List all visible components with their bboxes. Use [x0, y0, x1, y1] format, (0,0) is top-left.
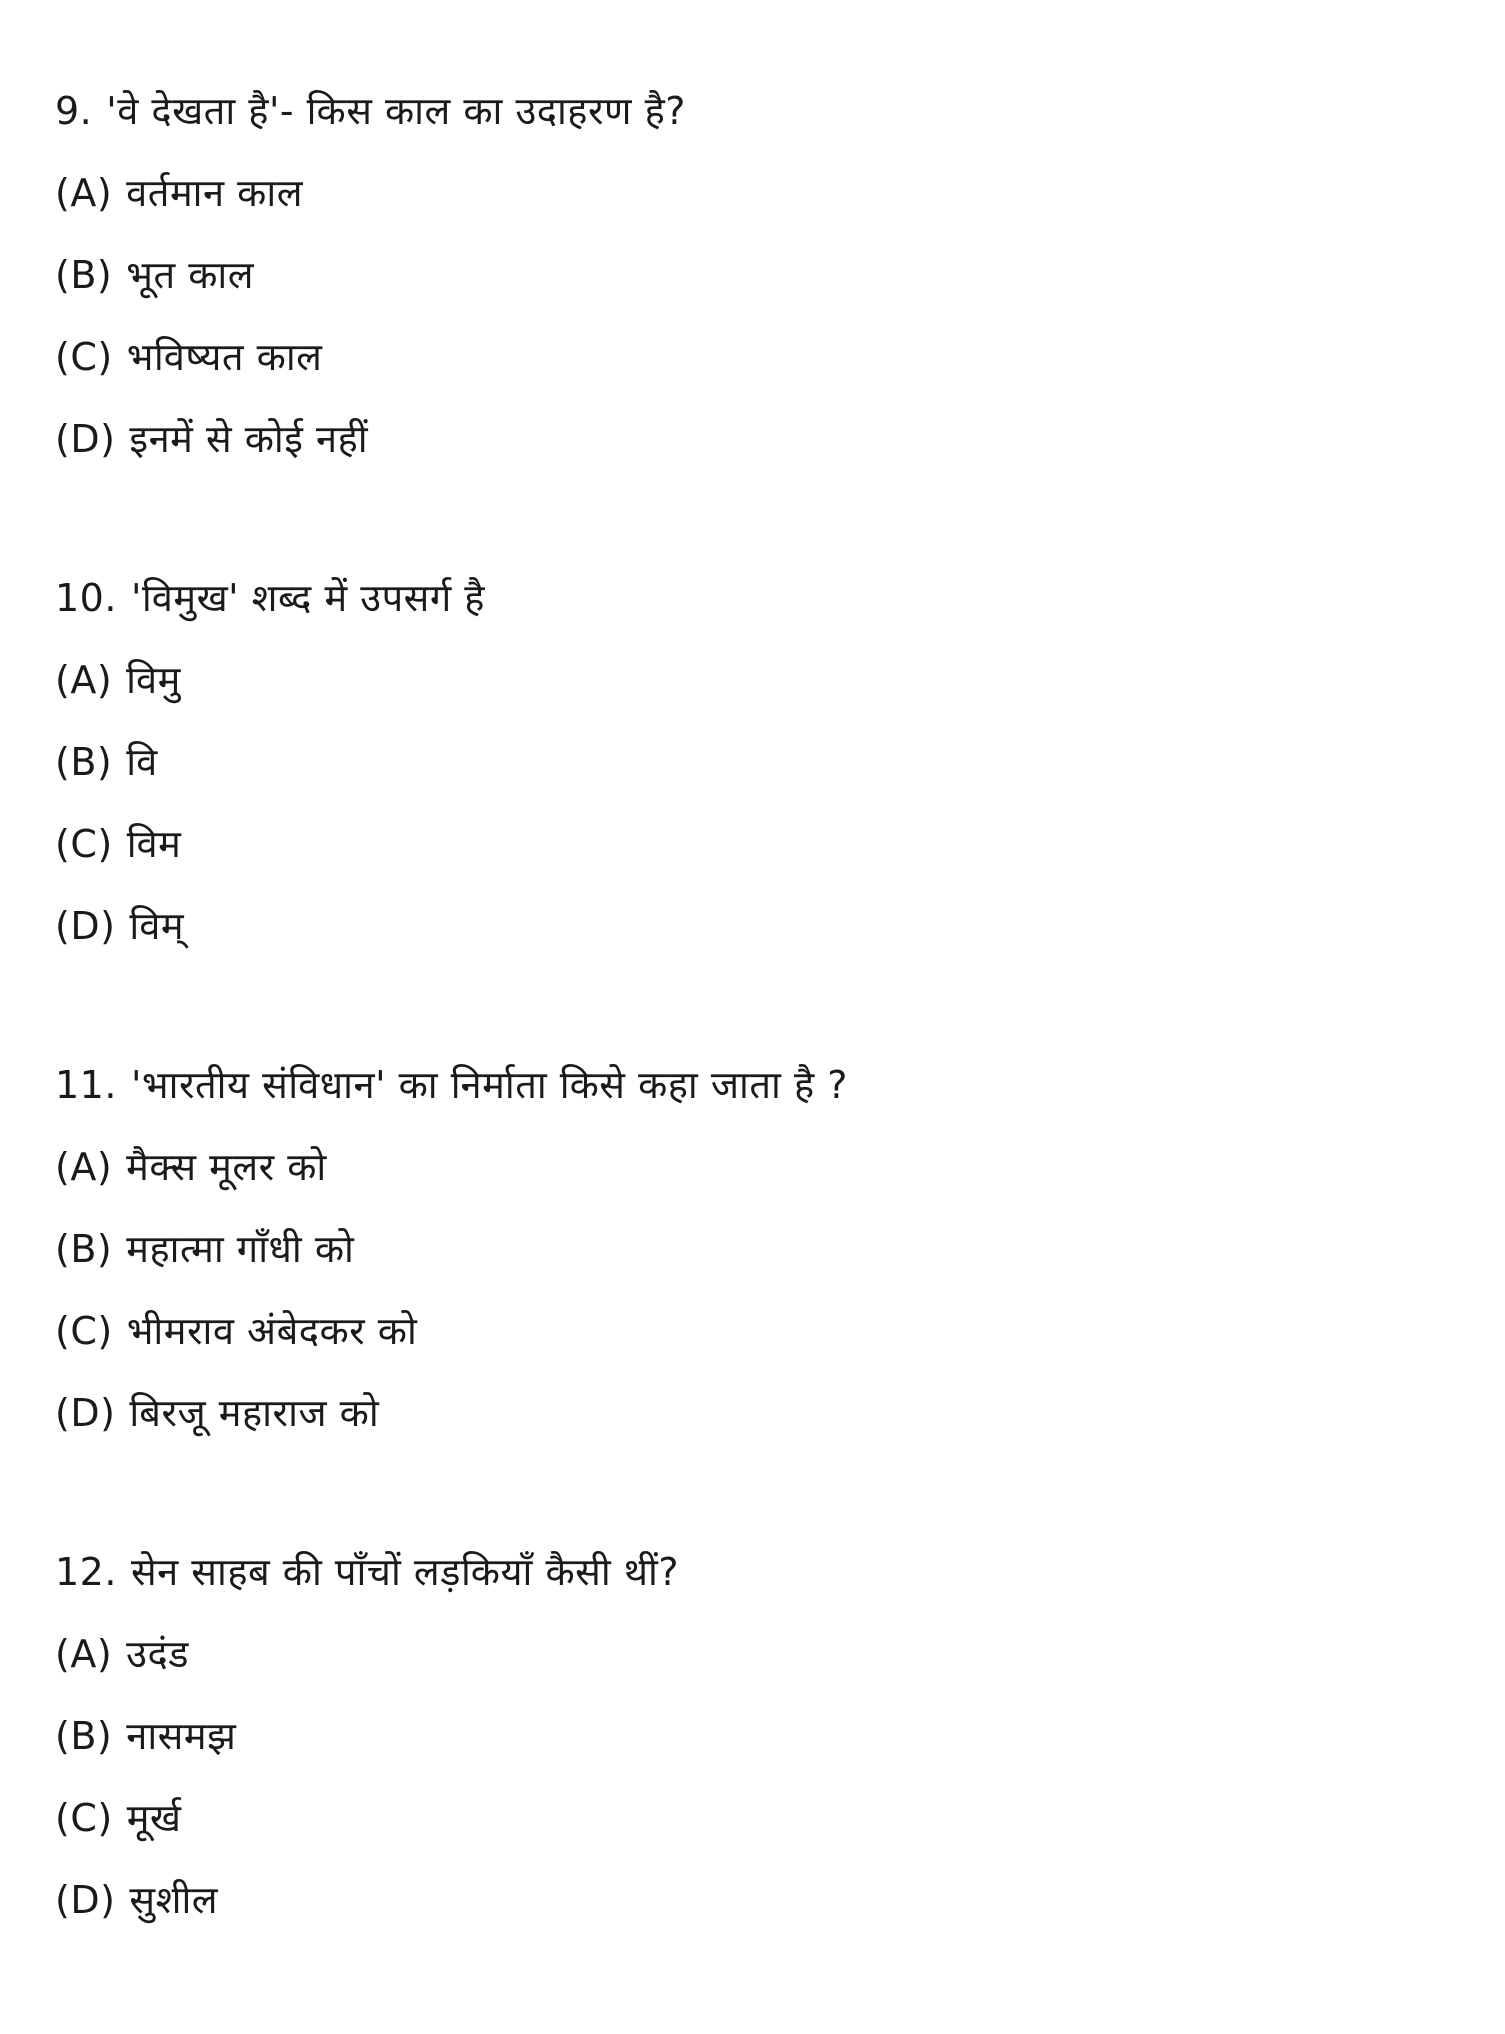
option-text: विम [126, 822, 182, 866]
question-text: सेन साहब की पाँचों लड़कियाँ कैसी थीं? [130, 1550, 680, 1594]
option-text: भूत काल [126, 253, 254, 297]
option-c [55, 803, 1505, 885]
option-text: मूर्ख [126, 1796, 182, 1840]
question-text: 'विमुख' शब्द में उपसर्ग है [130, 576, 485, 620]
option-d [55, 1859, 1505, 1941]
option-text: सुशील [129, 1878, 219, 1922]
option-b [55, 1208, 1505, 1290]
question-stem [55, 1531, 1505, 1613]
option-text: नासमझ [126, 1714, 237, 1758]
option-d [55, 1372, 1505, 1454]
option-c [55, 316, 1505, 398]
option-text: उदंड [126, 1632, 189, 1676]
option-text: बिरजू महाराज को [129, 1391, 380, 1435]
question-number: 9. [55, 89, 93, 133]
option-text: वि [126, 740, 158, 784]
option-b [55, 234, 1505, 316]
option-label: (B) [55, 740, 113, 784]
option-label: (C) [55, 822, 113, 866]
option-label: (D) [55, 1391, 116, 1435]
question-text: 'भारतीय संविधान' का निर्माता किसे कहा जाता है ? [130, 1063, 848, 1107]
question-10 [55, 557, 1505, 967]
option-label: (A) [55, 658, 113, 702]
question-12 [55, 1531, 1505, 1941]
option-label: (B) [55, 1714, 113, 1758]
option-label: (A) [55, 171, 113, 215]
question-number: 10. [55, 576, 117, 620]
option-label: (D) [55, 417, 116, 461]
question-number: 11. [55, 1063, 117, 1107]
option-label: (B) [55, 253, 113, 297]
option-a [55, 1126, 1505, 1208]
option-label: (C) [55, 1309, 113, 1353]
question-stem [55, 70, 1505, 152]
option-text: विमु [126, 658, 181, 702]
option-label: (C) [55, 335, 113, 379]
option-label: (C) [55, 1796, 113, 1840]
option-d [55, 398, 1505, 480]
option-text: भीमराव अंबेदकर को [126, 1309, 418, 1353]
option-label: (D) [55, 904, 116, 948]
option-c [55, 1777, 1505, 1859]
option-b [55, 721, 1505, 803]
question-stem [55, 557, 1505, 639]
question-number: 12. [55, 1550, 117, 1594]
option-text: मैक्स मूलर को [126, 1145, 327, 1189]
option-text: वर्तमान काल [126, 171, 303, 215]
option-text: विम् [129, 904, 185, 948]
option-d [55, 885, 1505, 967]
option-a [55, 639, 1505, 721]
option-a [55, 152, 1505, 234]
option-a [55, 1613, 1505, 1695]
question-stem [55, 1044, 1505, 1126]
option-label: (A) [55, 1632, 113, 1676]
option-label: (B) [55, 1227, 113, 1271]
question-text: 'वे देखता है'- किस काल का उदाहरण है? [106, 89, 686, 133]
option-label: (D) [55, 1878, 116, 1922]
question-11 [55, 1044, 1505, 1454]
option-text: इनमें से कोई नहीं [129, 417, 369, 461]
option-text: महात्मा गाँधी को [126, 1227, 355, 1271]
option-text: भविष्यत काल [126, 335, 323, 379]
question-9 [55, 70, 1505, 480]
option-b [55, 1695, 1505, 1777]
option-c [55, 1290, 1505, 1372]
option-label: (A) [55, 1145, 113, 1189]
